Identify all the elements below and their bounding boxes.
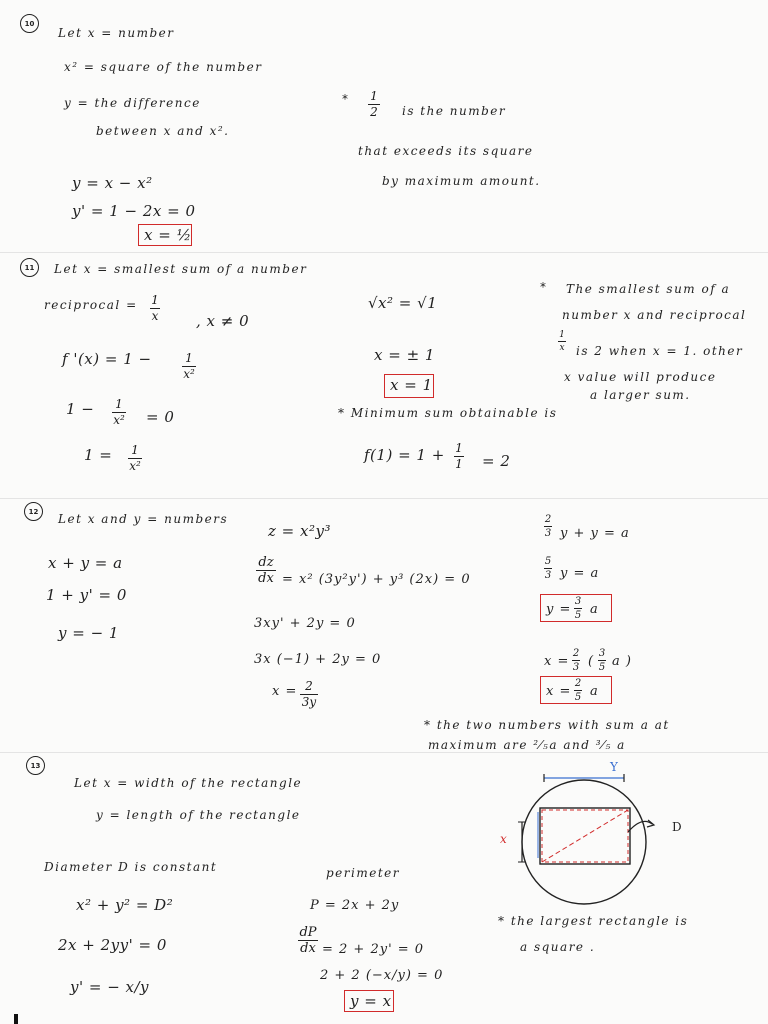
p11-reciprocal-label: reciprocal = [44, 298, 138, 312]
section-divider [0, 498, 768, 499]
p12-right-1: y + y = a [560, 526, 630, 541]
p10-between-line: between x and x². [96, 124, 230, 138]
p10-frac-num: 1 [370, 89, 378, 103]
p11-d-den: x² [183, 367, 195, 381]
p12-derivative: 1 + y' = 0 [46, 586, 127, 604]
p11-derivative-fraction [182, 352, 196, 381]
p12-right-2: y = a [560, 566, 600, 581]
p12-step-2: 3x (−1) + 2y = 0 [254, 652, 382, 667]
p11-x-not-zero: , x ≠ 0 [196, 312, 250, 330]
p13-circle-equation: x² + y² = D² [76, 896, 174, 914]
p11-note-2: number x and reciprocal [562, 308, 747, 322]
p13-dp-bot: dx [300, 941, 316, 956]
problem-number-12: 12 [24, 502, 43, 521]
p13-dp-dx [298, 926, 318, 955]
p12-step-1: 3xy' + 2y = 0 [254, 616, 356, 631]
p10-difference-line: y = the difference [64, 96, 201, 110]
diagram-label-x: x [500, 832, 509, 846]
p12-r3-fraction-1 [572, 648, 580, 673]
p12-r2-den: 3 [544, 570, 552, 581]
p13-substitution: 2 + 2 (−x/y) = 0 [320, 968, 444, 983]
inscribed-rectangle-diagram [512, 758, 682, 918]
p10-equation-y: y = x − x² [72, 174, 153, 192]
p12-r2-num: 5 [544, 556, 552, 567]
p11-f1-result: = 2 [482, 452, 511, 470]
diagram-label-y: Y [610, 760, 620, 774]
p13-perimeter-label: perimeter [326, 866, 400, 880]
p12-z-equation: z = x²y³ [268, 522, 331, 540]
p10-square-line: x² = square of the number [64, 60, 263, 74]
p12-dz-dx [256, 556, 276, 585]
p12-sum-equation: x + y = a [48, 554, 123, 572]
p11-minimum-line: * Minimum sum obtainable is [338, 406, 558, 420]
p10-note-2: that exceeds its square [358, 144, 534, 158]
p12-note-1: * the two numbers with sum a at [424, 718, 670, 732]
section-divider [0, 752, 768, 753]
p10-let-line: Let x = number [58, 26, 175, 40]
p12-r1-den: 3 [544, 528, 552, 539]
p12-step-3: x = [272, 684, 298, 699]
p13-answer: y = x [350, 992, 392, 1010]
p12-dz-top: dz [258, 555, 274, 570]
p12-r3-den: 3 [572, 662, 580, 673]
p12-ay-den: 5 [574, 610, 582, 621]
p10-note-3: by maximum amount. [382, 174, 541, 188]
p11-note-4: x value will produce [564, 370, 717, 384]
section-divider [0, 252, 768, 253]
p11-o-den: x² [129, 459, 141, 473]
p11-recip-num: 1 [151, 293, 159, 307]
p10-half-fraction [368, 90, 380, 119]
p12-note-2: maximum are ²⁄₅a and ³⁄₅ a [428, 738, 626, 752]
p13-let-width: Let x = width of the rectangle [74, 776, 303, 790]
p11-eq-zero: = 0 [146, 408, 175, 426]
p11-note-5: a larger sum. [590, 388, 691, 402]
p13-let-length: y = length of the rectangle [96, 808, 301, 822]
p10-note-1: is the number [402, 104, 507, 118]
p11-one-fraction [128, 444, 142, 473]
p12-r3b-den: 5 [598, 662, 606, 673]
p11-one-equals: 1 = [84, 446, 113, 464]
p11-eq-one-minus: 1 − [66, 400, 95, 418]
p12-dz-bot: dx [258, 571, 274, 586]
p12-step-3-fraction [300, 680, 318, 709]
p10-frac-den: 2 [370, 105, 378, 119]
p12-right-3-paren: ( [588, 654, 595, 669]
p11-let-line: Let x = smallest sum of a number [54, 262, 308, 276]
p11-note-fraction [558, 330, 566, 353]
p13-y-prime: y' = − x/y [70, 978, 150, 996]
p12-y-prime: y = − 1 [58, 624, 119, 642]
p12-ay-num: 3 [574, 596, 582, 607]
p11-d-num: 1 [185, 351, 193, 365]
p11-o-num: 1 [131, 443, 139, 457]
p11-star: * [540, 280, 546, 294]
p11-n-num: 1 [559, 330, 565, 340]
p13-diameter-line: Diameter D is constant [44, 860, 218, 874]
p12-ax-num: 2 [574, 678, 582, 689]
p11-plus-minus: x = ± 1 [374, 346, 435, 364]
p12-s3-den: 3y [301, 695, 317, 709]
p11-sqrt-equation: √x² = √1 [368, 294, 438, 312]
p11-recip-den: x [151, 309, 159, 323]
p11-eq-fraction [112, 398, 126, 427]
problem-number-10: 10 [20, 14, 39, 33]
p10-answer: x = ½ [144, 226, 192, 244]
p11-f-num: 1 [455, 441, 463, 455]
problem-number-11: 11 [20, 258, 39, 277]
p12-r2-fraction [544, 556, 552, 581]
p13-implicit-derivative: 2x + 2yy' = 0 [58, 936, 167, 954]
p10-derivative: y' = 1 − 2x = 0 [72, 202, 196, 220]
p12-dz-expansion: = x² (3y²y') + y³ (2x) = 0 [282, 572, 471, 587]
p10-star: * [342, 92, 348, 106]
p12-answer-x-suffix: a [590, 684, 599, 699]
page-edge-mark [14, 1014, 18, 1024]
p12-answer-x: x = [546, 684, 572, 699]
p12-right-3: x = [544, 654, 570, 669]
p12-r1-num: 2 [544, 514, 552, 525]
p11-e-den: x² [113, 413, 125, 427]
p11-answer: x = 1 [390, 376, 433, 394]
p11-note-1: The smallest sum of a [566, 282, 731, 296]
p12-ax-den: 5 [574, 692, 582, 703]
p11-f1-line: f(1) = 1 + [364, 446, 445, 464]
p13-note-2: a square . [520, 940, 596, 954]
p13-dp-expansion: = 2 + 2y' = 0 [322, 942, 425, 957]
p12-r3-fraction-2 [598, 648, 606, 673]
p12-answer-y-fraction [574, 596, 582, 621]
p12-s3-num: 2 [305, 679, 313, 693]
p13-perimeter-equation: P = 2x + 2y [310, 898, 400, 913]
p11-f1-fraction [454, 442, 464, 471]
p12-answer-y-suffix: a [590, 602, 599, 617]
p11-e-num: 1 [115, 397, 123, 411]
diagonal-diameter [542, 810, 628, 862]
p13-note-1: * the largest rectangle is [498, 914, 689, 928]
p11-note-3: is 2 when x = 1. other [576, 344, 744, 358]
diagram-label-d: D [672, 820, 684, 834]
p12-answer-x-fraction [574, 678, 582, 703]
p11-reciprocal-fraction [150, 294, 160, 323]
p12-let-line: Let x and y = numbers [58, 512, 229, 526]
p13-dp-top: dP [299, 925, 317, 940]
p12-answer-y: y = [546, 602, 572, 617]
p11-n-den: x [559, 343, 565, 353]
p12-r3b-num: 3 [598, 648, 606, 659]
p12-r1-fraction [544, 514, 552, 539]
p12-right-3-tail: a ) [612, 654, 632, 669]
problem-number-13: 13 [26, 756, 45, 775]
p11-f-den: 1 [455, 457, 463, 471]
p11-derivative-label: f '(x) = 1 − [62, 350, 152, 368]
p12-r3-num: 2 [572, 648, 580, 659]
